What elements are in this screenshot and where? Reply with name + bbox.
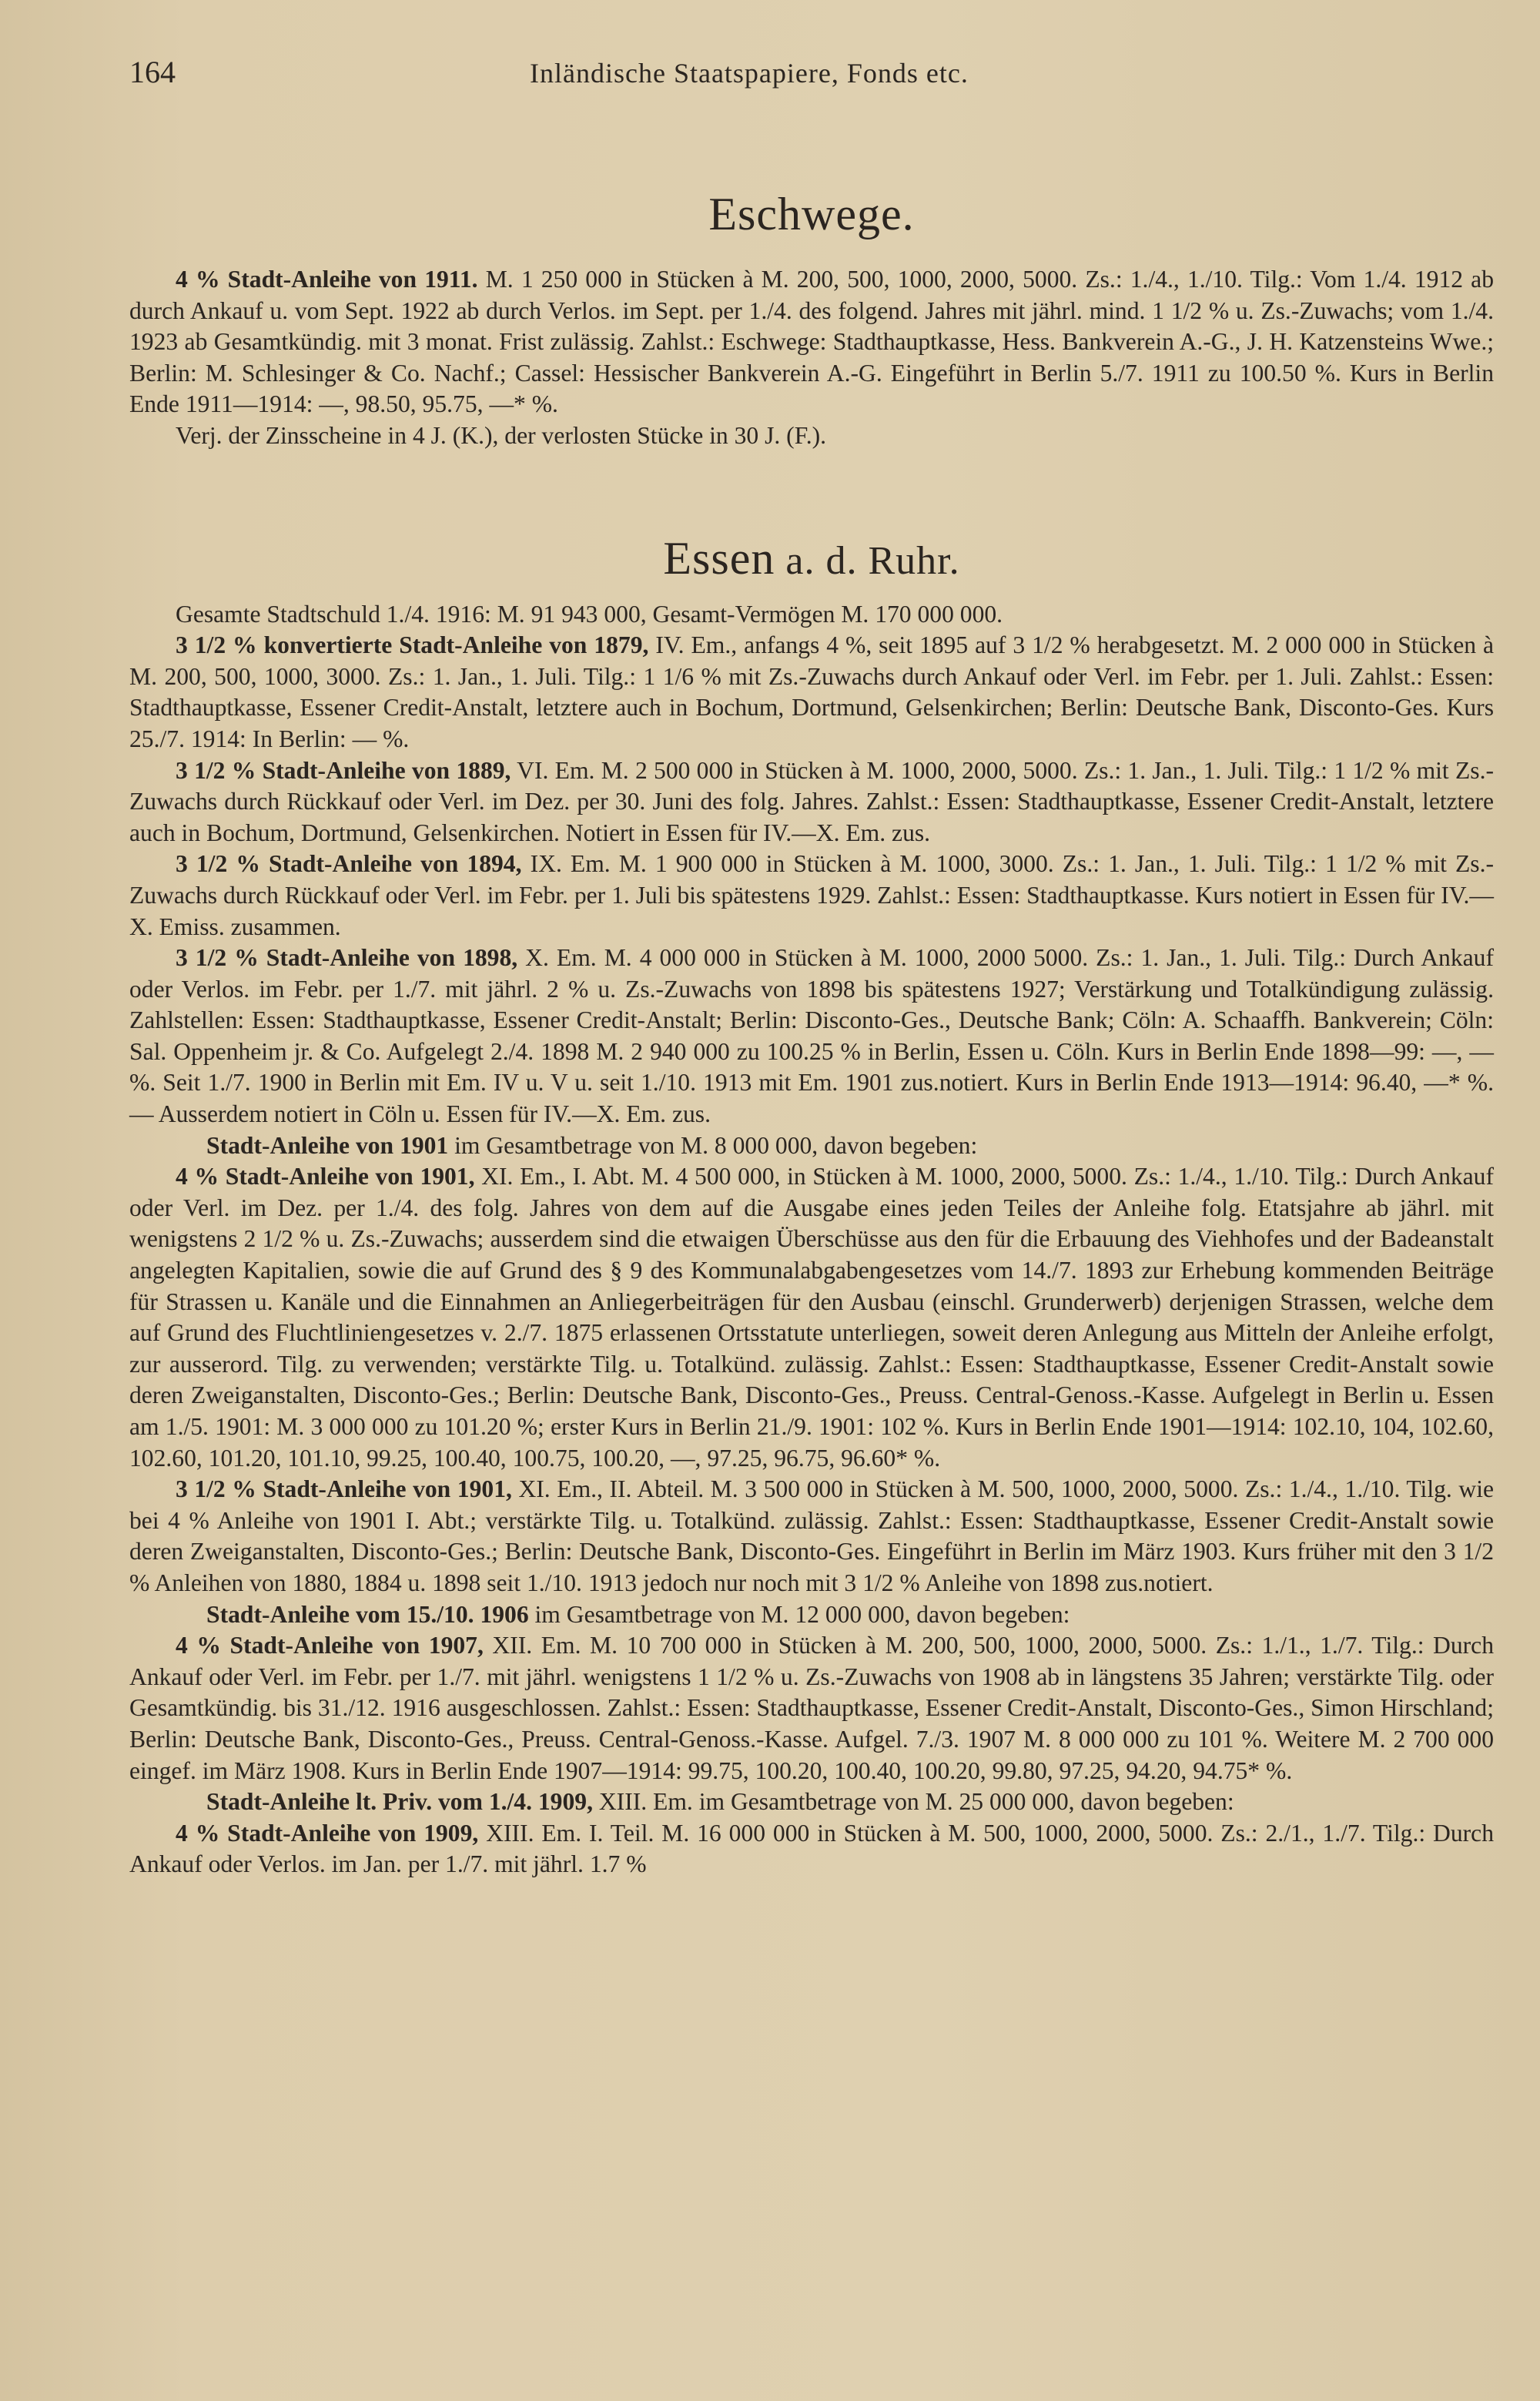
note-verjaehrung: Verj. der Zinsscheine in 4 J. (K.), der verlosten Stücke in 30 J. (F.). xyxy=(176,421,827,449)
city-heading-essen xyxy=(129,532,1494,585)
entry-essen-1906-total xyxy=(129,1599,1494,1631)
entry-text: IV. Em., anfangs 4 %, seit 1895 auf 3 1/2 % herabgesetzt. M. 2 000 000 in Stücken à M. 200, 500, 1000, 3000. Zs.: 1. Jan., 1. Juli. Tilg.: 1 1/6 % mit Zs.-Zuwachs durch Ankauf oder Verl. im Febr. per 1. Juli. Zahlst.: Essen: Stadthauptkasse, Essener Credit-Anstalt, letztere auch in Bochum, Dortmund, Gelsenkirchen; Berlin: Deutsche Bank, Disconto-Ges. Kurs 25./7. 1914: In Berlin: — %. xyxy=(129,631,1495,752)
entry-title: 3 1/2 % Stadt-Anleihe von 1889, xyxy=(176,756,511,784)
entry-essen-1901-abt1 xyxy=(129,1161,1494,1474)
entry-eschwege-1911 xyxy=(129,264,1494,420)
entry-essen-1889 xyxy=(129,755,1494,849)
entry-title: 4 % Stadt-Anleihe von 1911. xyxy=(176,266,478,293)
entry-text: XI. Em., I. Abt. M. 4 500 000, in Stücken à M. 1000, 2000, 5000. Zs.: 1./4., 1./10. Tilg.: Durch Ankauf oder Verl. im Dez. per 1./4. des folg. Jahres von dem auf die Ausgabe eines jeden Teiles der Anleihe folg. Etatsjahre ab jährl. mit wenigstens 2 1/2 % u. Zs.-Zuwachs; ausserdem sind die etwaigen Überschüsse aus den für die Erbauung des Viehhofes und der Badeanstalt angelegten Kapitalien, sowie die auf Grund des § 9 des Kommunalabgabengesetzes vom 14./7. 1893 zur Erhebung kommenden Beiträge für Strassen u. Kanäle und die Einnahmen an Anliegerbeiträgen für den Ausbau (einschl. Grunderwerb) derjenigen Strassen, welche dem auf Grund des Fluchtliniengesetzes v. 2./7. 1875 erlassenen Ortsstatute unterliegen, soweit deren Anlegung aus Mitteln der Anleihe erfolgt, zur ausserord. Tilg. zu verwenden; verstärkte Tilg. u. Totalkünd. zulässig. Zahlst.: Essen: Stadthauptkasse, Essener Credit-Anstalt sowie deren Zweiganstalten, Disconto-Ges.; Berlin: Deutsche Bank, Disconto-Ges., Preuss. Central-Genoss.-Kasse. Aufgelegt in Berlin u. Essen am 1./5. 1901: M. 3 000 000 zu 101.20 %; erster Kurs in Berlin 21./9. 1901: 102 %. Kurs in Berlin Ende 1901—1914: 102.10, 104, 102.60, 102.60, 101.20, 101.10, 99.25, 100.40, 100.75, 100.20, —, 97.25, 96.75, 96.60* %. xyxy=(129,1163,1495,1472)
entry-text: VI. Em. M. 2 500 000 in Stücken à M. 1000, 2000, 5000. Zs.: 1. Jan., 1. Juli. Tilg.: 1 1/2 % mit Zs.-Zuwachs durch Rückkauf oder Verl. im Dez. per 30. Juni des folg. Jahres. Zahlst.: Essen: Stadthauptkasse, Essener Credit-Anstalt, letztere auch in Bochum, Dortmund, Gelsenkirchen. Notiert in Essen für IV.—X. Em. zus. xyxy=(129,756,1494,846)
running-title: Inländische Staatspapiere, Fonds etc. xyxy=(530,58,969,89)
entry-title: Stadt-Anleihe lt. Priv. vom 1./4. 1909, xyxy=(206,1788,593,1816)
entry-text: X. Em. M. 4 000 000 in Stücken à M. 1000, 2000 5000. Zs.: 1. Jan., 1. Juli. Tilg.: Durch Ankauf oder Verlos. im Febr. per 1./7. mit jährl. 2 % u. Zs.-Zuwachs von 1898 bis spätestens 1927; Verstärkung und Totalkündigung zulässig. Zahlstellen: Essen: Stadthauptkasse, Essener Credit-Anstalt; Berlin: Disconto-Ges., Deutsche Bank; Cöln: A. Schaaffh. Bankverein; Cöln: Sal. Oppenheim jr. & Co. Aufgelegt 2./4. 1898 M. 2 940 000 zu 100.25 % in Berlin, Essen u. Cöln. Kurs in Berlin Ende 1898—99: —, — %. Seit 1./7. 1900 in Berlin mit Em. IV u. V u. seit 1./10. 1913 mit Em. 1901 zus.notiert. Kurs in Berlin Ende 1913—1914: 96.40, —* %. — Ausserdem notiert in Cöln u. Essen für IV.—X. Em. zus. xyxy=(129,944,1494,1128)
entry-essen-1909-teil1 xyxy=(129,1818,1494,1880)
entry-title: 4 % Stadt-Anleihe von 1909, xyxy=(176,1819,479,1847)
entry-title: 3 1/2 % konvertierte Stadt-Anleihe von 1879, xyxy=(176,631,649,659)
entry-text: XII. Em. M. 10 700 000 in Stücken à M. 200, 500, 1000, 2000, 5000. Zs.: 1./1., 1./7. Tilg.: Durch Ankauf oder Verl. im Febr. per 1./7. mit jährl. wenigstens 1 1/2 % u. Zs.-Zuwachs von 1908 ab in längstens 35 Jahren; verstärkte Tilg. oder Gesamtkündig. bis 31./12. 1916 ausgeschlossen. Zahlst.: Essen: Stadthauptkasse, Essener Credit-Anstalt, Disconto-Ges., Simon Hirschland; Berlin: Deutsche Bank, Disconto-Ges., Preuss. Central-Genoss.-Kasse. Aufgel. 7./3. 1907 M. 8 000 000 zu 101 %. Weitere M. 2 700 000 eingef. im März 1908. Kurs in Berlin Ende 1907—1914: 99.75, 100.20, 100.40, 100.20, 99.80, 97.25, 94.20, 94.75* %. xyxy=(129,1632,1494,1784)
essen-intro: Gesamte Stadtschuld 1./4. 1916: M. 91 943 000, Gesamt-Vermögen M. 170 000 000. xyxy=(176,600,1003,628)
entry-title: Stadt-Anleihe vom 15./10. 1906 xyxy=(206,1600,529,1628)
entry-essen-1901-total xyxy=(129,1130,1494,1162)
entry-text: XIII. Em. I. Teil. M. 16 000 000 in Stücken à M. 500, 1000, 2000, 5000. Zs.: 2./1., 1./7. Tilg.: Durch Ankauf oder Verlos. im Jan. per 1./7. mit jährl. 1.7 % xyxy=(129,1819,1494,1878)
entry-essen-1901-abt2 xyxy=(129,1474,1494,1599)
entry-text: XIII. Em. im Gesamtbetrage von M. 25 000 000, davon begeben: xyxy=(592,1788,1234,1816)
city-heading-eschwege: Eschwege. xyxy=(708,189,915,239)
entry-title: 3 1/2 % Stadt-Anleihe von 1898, xyxy=(176,944,518,972)
entry-essen-1907 xyxy=(129,1630,1494,1787)
entry-essen-1898 xyxy=(129,943,1494,1130)
entry-text: IX. Em. M. 1 900 000 in Stücken à M. 1000, 3000. Zs.: 1. Jan., 1. Juli. Tilg.: 1 1/2 % mit Zs.-Zuwachs durch Rückkauf oder Verl. im Febr. per 1. Juli bis spätestens 1929. Zahlst.: Essen: Stadthauptkasse. Kurs notiert in Essen für IV.—X. Emiss. zusammen. xyxy=(129,850,1494,940)
entry-title: 3 1/2 % Stadt-Anleihe von 1901, xyxy=(176,1475,512,1503)
entry-essen-1894 xyxy=(129,849,1494,943)
entry-text: im Gesamtbetrage von M. 8 000 000, davon begeben: xyxy=(448,1131,978,1159)
entry-essen-1879 xyxy=(129,630,1494,755)
entry-title: Stadt-Anleihe von 1901 xyxy=(206,1131,449,1159)
section-eschwege xyxy=(129,188,1494,452)
section-essen xyxy=(129,532,1494,1880)
entry-title: 3 1/2 % Stadt-Anleihe von 1894, xyxy=(176,850,522,878)
city-suffix: a. d. Ruhr. xyxy=(775,538,960,583)
entry-text: M. 1 250 000 in Stücken à M. 200, 500, 1000, 2000, 5000. Zs.: 1./4., 1./10. Tilg.: Vom 1./4. 1912 ab durch Ankauf u. vom Sept. 1922 ab durch Verlos. im Sept. per 1./4. des folgend. Jahres mit jährl. mind. 1 1/2 % u. Zs.-Zuwachs; vom 1./4. 1923 ab Gesamtkündig. mit 3 monat. Frist zulässig. Zahlst.: Eschwege: Stadthauptkasse, Hess. Bankverein A.-G., J. H. Katzensteins Wwe.; Berlin: M. Schlesinger & Co. Nachf.; Cassel: Hessischer Bankverein A.-G. Eingeführt in Berlin 5./7. 1911 zu 100.50 %. Kurs in Berlin Ende 1911—1914: —, 98.50, 95.75, —* %. xyxy=(129,266,1495,418)
entry-text: XI. Em., II. Abteil. M. 3 500 000 in Stücken à M. 500, 1000, 2000, 5000. Zs.: 1./4., 1./10. Tilg. wie bei 4 % Anleihe von 1901 I. Abt.; verstärkte Tilg. u. Totalkünd. zulässig. Zahlst.: Essen: Stadthauptkasse, Essener Credit-Anstalt sowie deren Zweiganstalten, Disconto-Ges.; Berlin: Deutsche Bank, Disconto-Ges. Eingeführt in Berlin im März 1903. Kurs früher mit den 3 1/2 % Anleihen von 1880, 1884 u. 1898 seit 1./10. 1913 jedoch nur noch mit 3 1/2 % Anleihe von 1898 zus.notiert. xyxy=(129,1475,1494,1596)
entry-essen-1909-total xyxy=(129,1787,1494,1818)
entry-text: im Gesamtbetrage von M. 12 000 000, davon begeben: xyxy=(528,1600,1070,1628)
entry-title: 4 % Stadt-Anleihe von 1901, xyxy=(176,1163,475,1190)
city-name: Essen xyxy=(663,532,775,584)
entry-title: 4 % Stadt-Anleihe von 1907, xyxy=(176,1632,484,1659)
running-header xyxy=(129,54,1494,116)
page-number: 164 xyxy=(129,55,176,89)
